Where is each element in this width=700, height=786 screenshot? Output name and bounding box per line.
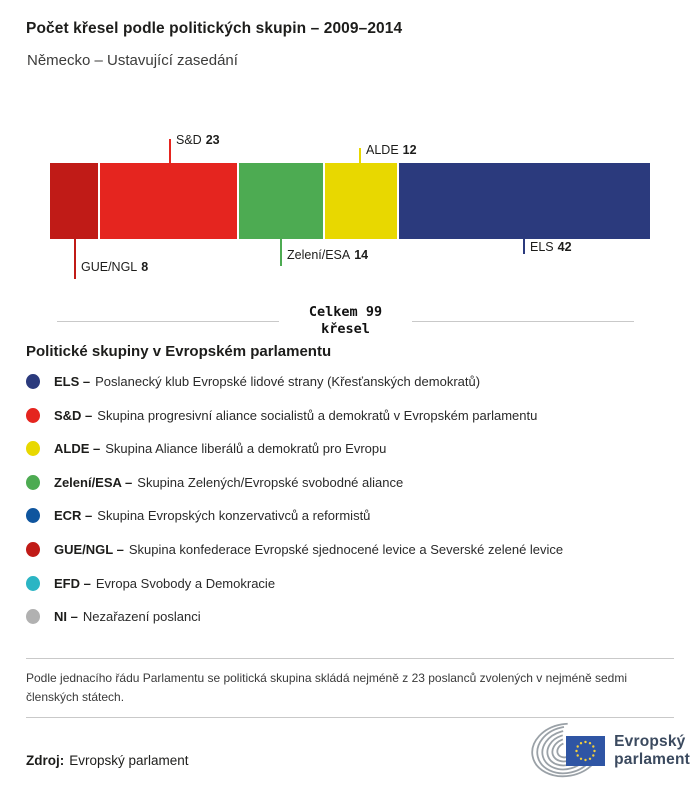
legend-code: ELS –: [54, 374, 91, 389]
legend-desc: Skupina konfederace Evropské sjednocené levice a Severské zelené levice: [128, 541, 564, 557]
legend-item-label: [54, 542, 563, 557]
callout-label-gue-ngl: [81, 260, 148, 274]
eu-flag: [566, 736, 605, 766]
callout-line-alde: [359, 148, 361, 163]
legend-item-label: [54, 441, 386, 456]
footnote-text: Podle jednacího řádu Parlamentu se politická skupina skládá nejméně z 23 poslanců zvolených v nejméně sedmi členských státech.: [26, 671, 628, 704]
legend-dot-ni: [26, 609, 40, 624]
bar-segment-zeleni-esa: [239, 163, 323, 239]
legend-dot-efd: [26, 576, 40, 591]
bar-segment-els: [399, 163, 650, 239]
logo-wordmark: [614, 733, 690, 769]
legend-item-efd: [26, 576, 563, 591]
bar-segment-alde: [325, 163, 397, 239]
legend-code: EFD –: [54, 575, 91, 591]
logo-line2: parlament: [614, 751, 690, 768]
legend-item-zeleni-esa: [26, 475, 563, 490]
callout-label-els: [530, 240, 572, 254]
legend-desc: Evropa Svobody a Demokracie: [95, 575, 276, 591]
callout-name: ELS: [530, 240, 554, 254]
legend-item-label: [54, 408, 537, 423]
legend-dot-sd: [26, 408, 40, 423]
legend-item-label: [54, 576, 275, 591]
legend-code: ECR –: [54, 508, 93, 524]
callout-line-sd: [169, 139, 171, 163]
bar-segment-gue-ngl: [50, 163, 98, 239]
callout-name: S&D: [176, 133, 202, 147]
total-line1: Celkem 99: [308, 304, 383, 320]
callout-value: 14: [354, 248, 369, 262]
footer-divider-bottom: [26, 717, 674, 718]
legend-desc: Poslanecký klub Evropské lidové strany (Křesťanských demokratů): [95, 374, 481, 389]
callout-label-sd: [176, 133, 220, 147]
legend-dot-els: [26, 374, 40, 389]
legend-item-els: [26, 374, 563, 389]
legend-item-sd: [26, 408, 563, 423]
callout-value: 23: [205, 133, 220, 147]
legend-list: [26, 374, 563, 643]
source-label: Zdroj:: [26, 753, 65, 768]
callout-line-zeleni-esa: [280, 239, 282, 266]
bar-segment-sd: [100, 163, 238, 239]
legend-dot-alde: [26, 441, 40, 456]
legend-item-ni: [26, 609, 563, 624]
legend-desc: Nezařazení poslanci: [82, 609, 201, 625]
total-line2: křesel: [321, 321, 370, 337]
legend-code: NI –: [54, 609, 78, 625]
callout-line-gue-ngl: [74, 239, 76, 279]
callout-line-els: [523, 239, 525, 254]
legend-code: S&D –: [54, 407, 93, 423]
legend-dot-zeleni-esa: [26, 475, 40, 490]
seats-stacked-bar: [50, 163, 650, 239]
callout-name: Zelení/ESA: [287, 248, 351, 262]
callout-label-zeleni-esa: [287, 248, 368, 262]
legend-code: GUE/NGL –: [54, 541, 124, 557]
legend-dot-ecr: [26, 508, 40, 523]
legend-desc: Skupina Zelených/Evropské svobodné aliance: [137, 474, 404, 490]
legend-item-label: [54, 475, 403, 490]
legend-item-gue-ngl: [26, 542, 563, 557]
legend-dot-gue-ngl: [26, 542, 40, 557]
legend-code: Zelení/ESA –: [54, 474, 133, 490]
legend-item-label: [54, 609, 201, 624]
callout-label-alde: [366, 143, 417, 157]
legend-heading: Politické skupiny v Evropském parlamentu: [26, 343, 332, 360]
callout-value: 12: [402, 143, 417, 157]
legend-code: ALDE –: [54, 441, 101, 457]
legend-desc: Skupina Aliance liberálů a demokratů pro Evropu: [105, 441, 387, 457]
footer-divider-top: [26, 658, 674, 659]
callout-value: 8: [141, 260, 149, 274]
legend-desc: Skupina Evropských konzervativců a reformistů: [97, 508, 371, 524]
legend-item-label: [54, 374, 480, 389]
total-right-rule: [412, 321, 634, 322]
european-parliament-logo: [528, 722, 690, 780]
total-left-rule: [57, 321, 279, 322]
callout-value: 42: [557, 240, 572, 254]
logo-line1: Evropský: [614, 733, 686, 750]
source-value: Evropský parlament: [69, 753, 189, 768]
page-subtitle: Německo – Ustavující zasedání: [27, 52, 238, 69]
total-seats-row: [57, 302, 634, 340]
source-line: [26, 753, 189, 768]
legend-item-ecr: [26, 508, 563, 523]
parliament-hemicycle-icon: [528, 722, 606, 780]
callout-name: ALDE: [366, 143, 399, 157]
legend-item-alde: [26, 441, 563, 456]
total-seats-label: [279, 304, 412, 338]
page-title: Počet křesel podle politických skupin – 2009–2014: [26, 20, 403, 37]
legend-item-label: [54, 508, 370, 523]
callout-name: GUE/NGL: [81, 260, 138, 274]
legend-desc: Skupina progresivní aliance socialistů a demokratů v Evropském parlamentu: [97, 407, 538, 423]
